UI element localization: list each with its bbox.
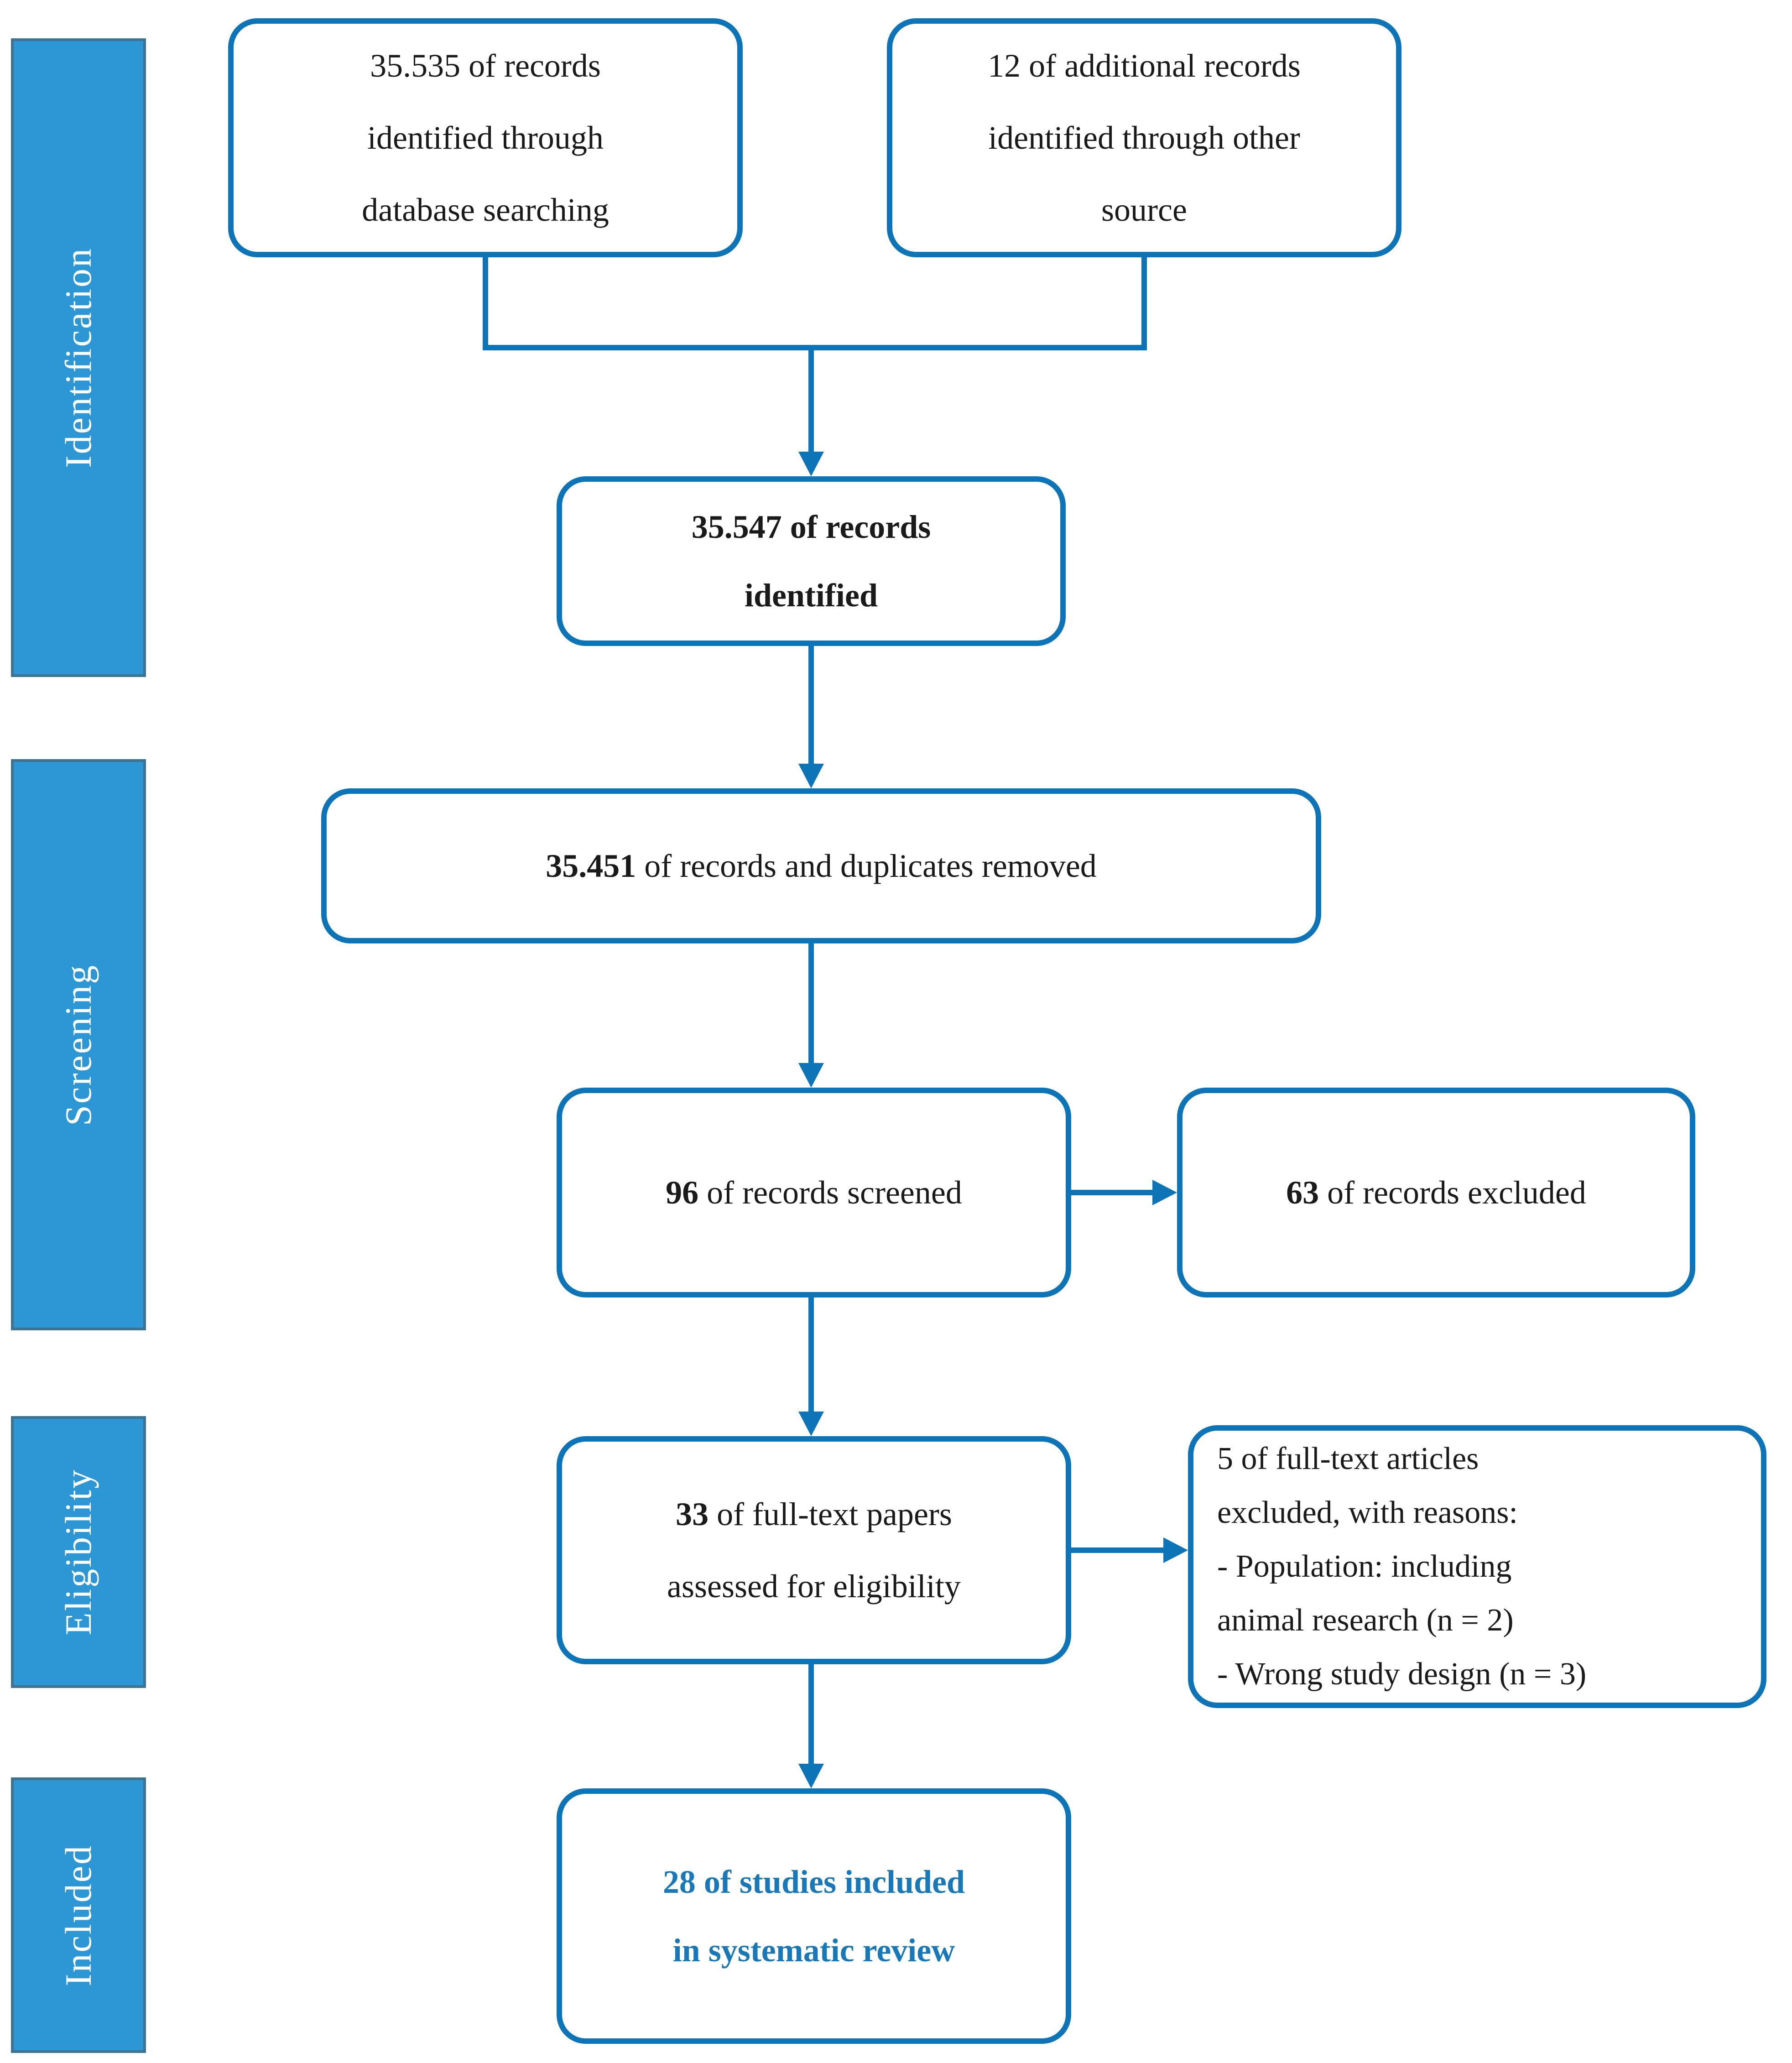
box-records-excluded-text	[1286, 1157, 1586, 1229]
box-studies-included	[557, 1788, 1071, 2044]
stage-label-screening: Screening	[57, 964, 99, 1126]
stage-bar-identification	[11, 38, 146, 677]
box-fulltext-excluded-line3: - Population: including	[1217, 1549, 1512, 1584]
box-duplicates-removed	[321, 788, 1321, 943]
arrowhead-to-records-identified	[798, 452, 824, 476]
stage-bar-eligibility	[11, 1416, 146, 1688]
box-records-identified-line1: 35.547 of records	[691, 509, 931, 545]
connector-database-records-stub	[483, 257, 488, 345]
arrowhead-to-records-screened	[798, 1063, 824, 1088]
box-database-records-line2: identified through	[367, 120, 604, 156]
arrowhead-to-records-excluded	[1152, 1180, 1177, 1205]
arrow-line-to-records-screened	[808, 943, 814, 1064]
records-screened-number: 96	[666, 1174, 699, 1211]
duplicates-removed-rest: of records and duplicates removed	[636, 848, 1097, 884]
box-fulltext-excluded-line4: animal research (n = 2)	[1217, 1603, 1514, 1638]
box-records-screened-text	[666, 1157, 962, 1229]
arrow-line-to-fulltext-excluded	[1071, 1547, 1164, 1553]
records-screened-rest: of records screened	[698, 1174, 962, 1211]
box-additional-records-line3: source	[1101, 192, 1187, 228]
box-additional-records-line2: identified through other	[988, 120, 1300, 156]
stage-label-included: Included	[57, 1844, 99, 1986]
box-fulltext-excluded-line5: - Wrong study design (n = 3)	[1217, 1657, 1587, 1692]
stage-label-identification: Identification	[57, 247, 99, 468]
box-records-excluded	[1177, 1088, 1695, 1297]
arrowhead-to-studies-included	[798, 1764, 824, 1788]
box-fulltext-excluded	[1188, 1425, 1766, 1708]
box-studies-included-line2: in systematic review	[672, 1932, 955, 1969]
arrowhead-to-duplicates-removed	[798, 764, 824, 788]
box-additional-records-line1: 12 of additional records	[988, 47, 1301, 84]
arrow-line-to-records-identified	[808, 345, 814, 453]
fulltext-assessed-rest: of full-text papers	[708, 1496, 952, 1532]
records-excluded-number: 63	[1286, 1174, 1319, 1211]
box-fulltext-excluded-line2: excluded, with reasons:	[1217, 1495, 1518, 1530]
box-records-identified-line2: identified	[744, 577, 878, 614]
arrow-line-to-fulltext-assessed	[808, 1297, 814, 1412]
box-records-screened	[557, 1088, 1071, 1297]
box-fulltext-assessed-line1	[676, 1478, 952, 1550]
box-studies-included-line1: 28 of studies included	[662, 1864, 965, 1900]
fulltext-assessed-number: 33	[676, 1496, 709, 1532]
arrow-line-to-duplicates-removed	[808, 646, 814, 765]
arrowhead-to-fulltext-assessed	[798, 1412, 824, 1436]
connector-additional-records-stub	[1141, 257, 1147, 345]
arrow-line-to-records-excluded	[1071, 1190, 1153, 1195]
records-excluded-rest: of records excluded	[1319, 1174, 1586, 1211]
box-records-identified	[557, 476, 1066, 646]
box-duplicates-removed-text	[546, 830, 1097, 902]
box-additional-records	[887, 18, 1401, 257]
stage-bar-screening	[11, 759, 146, 1330]
box-fulltext-assessed-line2: assessed for eligibility	[667, 1568, 961, 1605]
box-database-records	[228, 18, 743, 257]
connector-merge-line	[483, 345, 1147, 350]
stage-label-eligibility: Eligibility	[57, 1469, 99, 1636]
stage-bar-included	[11, 1777, 146, 2053]
arrowhead-to-fulltext-excluded	[1163, 1537, 1188, 1563]
box-database-records-line1: 35.535 of records	[370, 47, 601, 84]
box-database-records-line3: database searching	[362, 192, 609, 228]
arrow-line-to-studies-included	[808, 1664, 814, 1765]
box-fulltext-assessed	[557, 1436, 1071, 1664]
duplicates-removed-number: 35.451	[546, 848, 636, 884]
box-fulltext-excluded-line1: 5 of full-text articles	[1217, 1441, 1479, 1476]
